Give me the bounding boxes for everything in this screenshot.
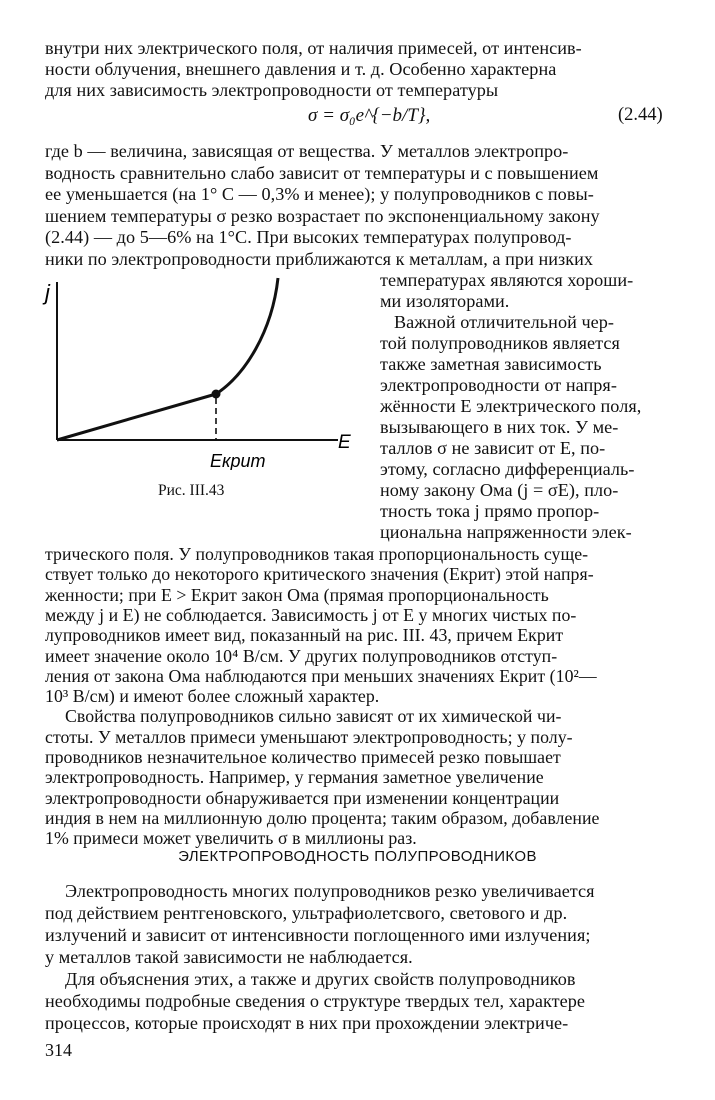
text-line: ми изоляторами. [380,291,510,311]
text-line: внутри них электрического поля, от наличия примесей, от интенсив- [45,38,582,58]
text-line: у металлов такой зависимости не наблюдается. [45,947,413,967]
section-heading: ЭЛЕКТРОПРОВОДНОСТЬ ПОЛУПРОВОДНИКОВ [178,848,537,865]
text-line: лупроводников имеет вид, показанный на рис. III. 43, причем Eкрит [45,625,564,646]
text-line: (2.44) — до 5—6% на 1°С. При высоких температурах полупровод- [45,227,572,247]
text-line: таллов σ не зависит от E, по- [380,438,606,458]
text-line: тность тока j прямо пропор- [380,501,600,521]
text-line: ному закону Ома (j = σE), пло- [380,480,619,500]
ohmic-region-line [57,394,216,440]
text-line: процессов, которые происходят в них при прохождении электриче- [45,1013,569,1033]
text-line: излучений и зависит от интенсивности поглощенного ими излучения; [45,925,591,945]
text-line: 10³ В/см) и имеют более сложный характер. [45,686,380,707]
text-line: водность сравнительно слабо зависит от температуры и с повышением [45,163,599,183]
text-line: женности; при E > Eкрит закон Ома (прямая пропорциональность [45,584,549,605]
text-line: под действием рентгеновского, ультрафиолетсвого, светового и др. [45,903,568,923]
text-line: стоты. У металлов примеси уменьшают электропроводность; у полу- [45,726,573,747]
text-line: ее уменьшается (на 1° С — 0,3% и менее); у полупроводников с повы- [45,184,594,204]
y-axis-label: j [45,280,50,305]
text-line: электропроводность. Например, у германия заметное увеличение [45,767,544,788]
text-line: электропроводности обнаруживается при изменении концентрации [45,787,560,808]
critical-field-label: Eкрит [210,451,266,470]
text-line: электропроводности от напря- [380,375,617,395]
text-line: Для объяснения этих, а также и других свойств полупроводников [65,969,576,989]
text-line: этому, согласно дифференциаль- [380,459,635,479]
x-axis-label: E [338,432,351,453]
text-line: ники по электропроводности приближаются к металлам, а при низких [45,249,594,269]
text-line: индия в нем на миллионную долю процента; таким образом, добавление [45,807,600,828]
text-line: Электропроводность многих полупроводников резко увеличивается [65,881,595,901]
text-line: 1% примеси может увеличить σ в миллионы раз. [45,828,417,849]
text-line: имеет значение около 10⁴ В/см. У других полупроводников отступ- [45,645,558,666]
text-line: той полупроводников является [380,333,620,353]
text-line: жённости E электрического поля, [380,396,642,416]
equation-formula: σ = σ₀e^{−b/T}, [308,105,431,126]
equation-number: (2.44) [618,105,663,125]
text-line: Свойства полупроводников сильно зависят от их химической чи- [65,706,562,727]
critical-point [212,390,221,399]
text-line: необходимы подробные сведения о структуре твердых тел, характере [45,991,586,1011]
text-line: циональна напряженности элек- [380,522,632,542]
text-line: шением температуры σ резко возрастает по экспоненциальному закону [45,206,600,226]
text-line: Важной отличительной чер- [394,312,615,332]
figure-caption: Рис. III.43 [158,482,225,499]
text-line: для них зависимость электропроводности от температуры [45,80,499,100]
text-line: трического поля. У полупроводников такая пропорциональность суще- [45,544,589,564]
nonlinear-region-curve [216,278,278,394]
text-line: температурах являются хороши- [380,270,634,290]
text-line: вызывающего в них ток. У ме- [380,417,619,437]
text-line: ствует только до некоторого критического значения (Eкрит) этой напря- [45,564,594,585]
text-line: ления от закона Ома наблюдаются при меньших значениях Eкрит (10²— [45,665,597,686]
text-line: где b — величина, зависящая от вещества. У металлов электропро- [45,141,569,161]
page-number: 314 [45,1040,72,1060]
text-line: ности облучения, внешнего давления и т. д. Особенно характерна [45,59,557,79]
text-line: проводников незначительное количество примесей резко повышает [45,747,561,767]
text-line: между j и E) не соблюдается. Зависимость j от E у многих чистых по- [45,604,577,625]
text-line: также заметная зависимость [380,354,602,374]
figure-iii-43 [40,270,360,470]
